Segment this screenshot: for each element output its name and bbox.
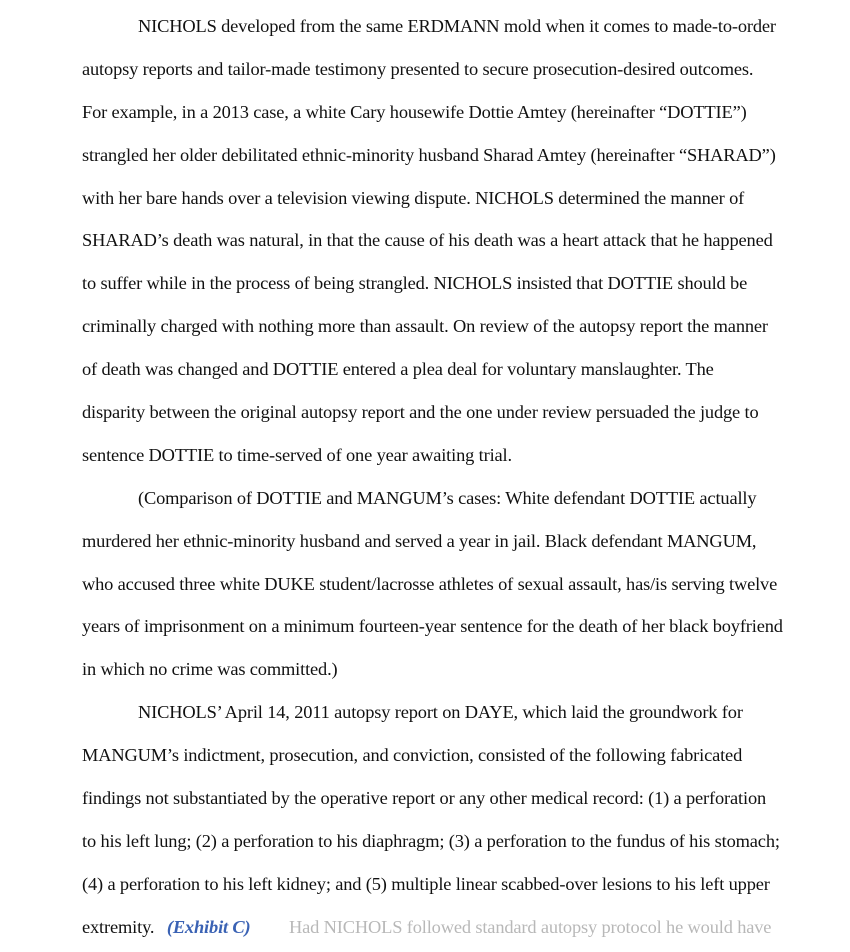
document-page [82,8,810,952]
paragraph-1-line-7: to suffer while in the process of being strangled. NICHOLS insisted that DOTTIE should be [82,273,748,294]
paragraph-2-line-1: (Comparison of DOTTIE and MANGUM’s cases: White defendant DOTTIE actually [138,487,757,508]
faded-continuation-text: Had NICHOLS followed standard autopsy protocol he would have [288,916,772,937]
paragraph-2-line-2: murdered her ethnic-minority husband and served a year in jail. Black defendant MANGUM, [82,530,757,551]
paragraph-1-line-10: disparity between the original autopsy report and the one under review persuaded the judge to [82,402,759,423]
paragraph-1-line-8: criminally charged with nothing more than assault. On review of the autopsy report the manner [82,316,768,337]
paragraph-1-line-4: strangled her older debilitated ethnic-minority husband Sharad Amtey (hereinafter “SHARAD”) [82,144,776,165]
last-line-text: extremity. [82,916,155,937]
paragraph-3-line-2: MANGUM’s indictment, prosecution, and conviction, consisted of the following fabricated [82,745,743,766]
paragraph-1-line-2: autopsy reports and tailor-made testimony presented to secure prosecution-desired outcomes. [82,58,754,79]
paragraph-1-line-11: sentence DOTTIE to time-served of one year awaiting trial. [82,444,512,465]
paragraph-1-line-5: with her bare hands over a television viewing dispute. NICHOLS determined the manner of [82,187,745,208]
paragraph-3-line-1: NICHOLS’ April 14, 2011 autopsy report on DAYE, which laid the groundwork for [138,702,743,723]
paragraph-1-line-3: For example, in a 2013 case, a white Cary housewife Dottie Amtey (hereinafter “DOTTIE”) [82,101,747,122]
paragraph-1-line-6: SHARAD’s death was natural, in that the cause of his death was a heart attack that he happened [82,230,773,251]
exhibit-c-link[interactable]: (Exhibit C) [166,916,251,937]
paragraph-3-line-6 [82,909,810,952]
paragraph-1-line-9: of death was changed and DOTTIE entered a plea deal for voluntary manslaughter. The [82,359,714,380]
paragraph-1-line-1: NICHOLS developed from the same ERDMANN mold when it comes to made-to-order [138,16,776,36]
paragraph-3-line-5: (4) a perforation to his left kidney; and (5) multiple linear scabbed-over lesions to his left upper [82,873,770,894]
paragraph-2-line-3: who accused three white DUKE student/lacrosse athletes of sexual assault, has/is serving twelve [82,573,778,594]
paragraph-3-line-4: to his left lung; (2) a perforation to his diaphragm; (3) a perforation to the fundus of his stomach; [82,830,780,851]
paragraph-2-line-4: years of imprisonment on a minimum fourteen-year sentence for the death of her black boyfriend [82,616,783,637]
paragraph-3-line-3: findings not substantiated by the operative report or any other medical record: (1) a perforation [82,788,767,809]
paragraph-2-line-5: in which no crime was committed.) [82,659,338,680]
